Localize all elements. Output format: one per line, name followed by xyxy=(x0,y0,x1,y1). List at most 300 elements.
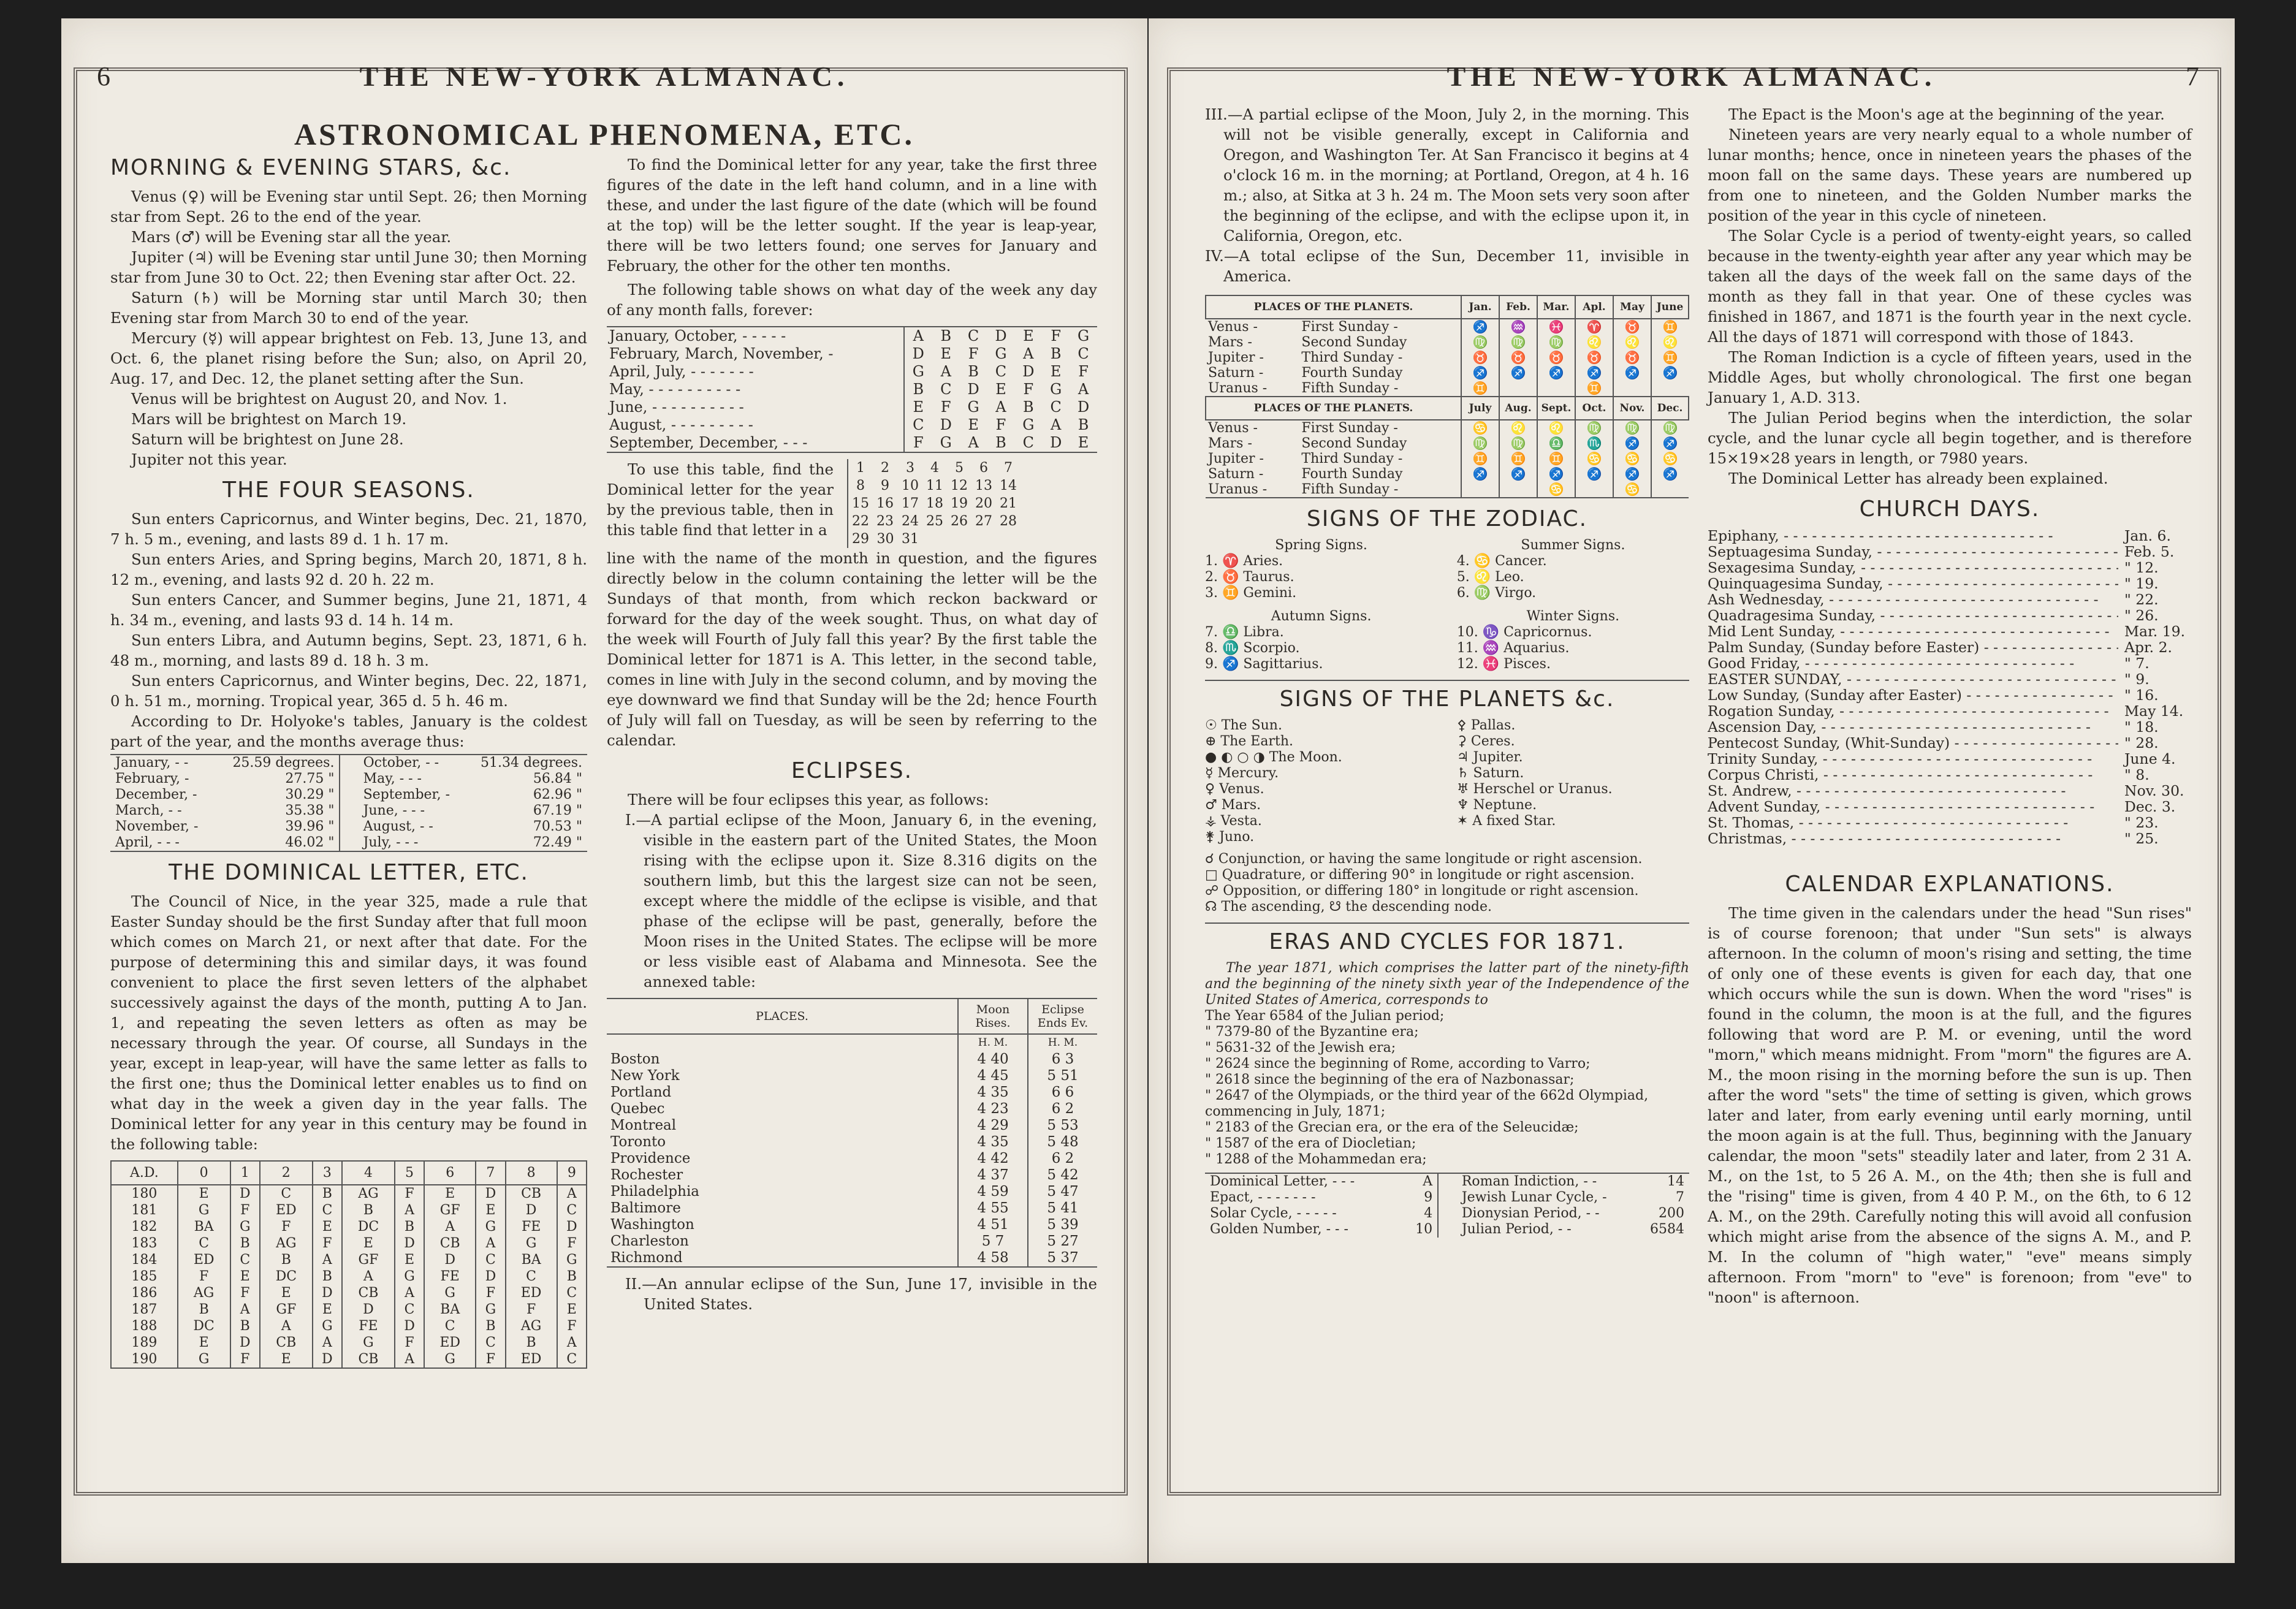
table-cell: 4 35 xyxy=(958,1084,1028,1101)
sign-cell: ♍ xyxy=(1461,436,1499,451)
church-day-name: Advent Sunday, - - - xyxy=(1708,799,2118,815)
main-title: ASTRONOMICAL PHENOMENA, ETC. xyxy=(294,117,915,151)
letter-cell: D xyxy=(912,345,924,362)
church-day-name: Corpus Christi, - - - xyxy=(1708,767,2118,783)
seasons-paragraphs xyxy=(110,509,587,751)
cycle-row-label: Roman Indiction, - - xyxy=(1461,1174,1597,1189)
temps-left xyxy=(110,755,340,851)
cycle-row-value: 6584 xyxy=(1650,1222,1684,1237)
planet-signs-left xyxy=(1205,718,1437,845)
sign-cell: ♎ xyxy=(1537,436,1575,451)
letter-cell: G xyxy=(967,398,979,416)
letter-cell: A xyxy=(1023,345,1034,362)
table-cell: A xyxy=(260,1318,313,1334)
table-cell: C xyxy=(178,1235,230,1252)
table-cell: E xyxy=(313,1219,342,1235)
table-row xyxy=(607,1051,1097,1068)
table-cell: C xyxy=(260,1185,313,1202)
church-day-row xyxy=(1708,607,2192,623)
table-cell: CB xyxy=(424,1235,476,1252)
eclipse-ends-header: Eclipse Ends Ev. xyxy=(1028,998,1097,1034)
day-cell xyxy=(996,530,1021,548)
sign-cell: ♍ xyxy=(1613,420,1651,436)
sign-cell: ♊ xyxy=(1461,381,1499,396)
table-cell: C xyxy=(557,1202,587,1219)
table-row xyxy=(848,512,1021,530)
cycle-row-label: Solar Cycle, - - - - - xyxy=(1210,1206,1337,1221)
temp-row-label: March, - - xyxy=(115,803,182,818)
cycle-row xyxy=(1205,1174,1437,1190)
temp-row-value: 35.38 " xyxy=(285,803,335,818)
planet-sign: ♅ Herschel or Uranus. xyxy=(1456,782,1613,797)
epact-paragraph: The Julian Period begins when the interdiction, the solar cycle, and the lunar cycle all begin together, and is therefore 15×19×28 years in length, or 7980 years. xyxy=(1708,409,2192,467)
temp-row-label: February, - xyxy=(115,771,189,786)
table-row xyxy=(1206,451,1689,466)
table-cell: C xyxy=(557,1351,587,1368)
cycle-row-value: A xyxy=(1423,1174,1433,1189)
church-day-date: " 25. xyxy=(2124,830,2159,847)
zodiac-sign: 5. ♌ Leo. xyxy=(1456,569,1524,585)
table-cell: FE xyxy=(342,1318,395,1334)
table-cell: A xyxy=(313,1252,342,1268)
table-cell: F xyxy=(557,1318,587,1334)
temp-row xyxy=(359,803,587,819)
day-cell xyxy=(947,530,971,548)
eclipse-iii: III.—A partial eclipse of the Moon, July 2, in the morning. This will not be visible generally, except in California and Oregon, and Washington Ter. At San Francisco it begins at 4 o'clock 16 m. in the morning; at Portland, Oregon, at 4 h. 16 m.; also, at Sitka at 3 h. 24 m. The Moon sets very soon after the beginning of the eclipse, and with the eclipse upon it, in California, Oregon, etc. xyxy=(1205,105,1689,245)
zodiac-heading: SIGNS OF THE ZODIAC. xyxy=(1306,506,1588,531)
table-cell: 181 xyxy=(111,1202,178,1219)
table-row xyxy=(111,1285,587,1301)
week-paragraph: The following table shows on what day of the week any day of any month falls, forever: xyxy=(607,281,1097,319)
stars-paragraph: Mars will be brightest on March 19. xyxy=(131,410,407,428)
temp-row-value: 30.29 " xyxy=(285,787,335,802)
sign-cell: ♉ xyxy=(1613,319,1651,335)
table-cell: G xyxy=(178,1351,230,1368)
header-title: THE NEW-YORK ALMANAC. xyxy=(359,61,850,92)
month-header: Feb. xyxy=(1499,295,1537,319)
table-row xyxy=(607,1134,1097,1151)
table-cell: Richmond xyxy=(610,1250,683,1266)
table-cell: G xyxy=(557,1252,587,1268)
zodiac-sign: 12. ♓ Pisces. xyxy=(1456,656,1551,672)
table-cell: C xyxy=(476,1334,505,1351)
table-header-row xyxy=(111,1161,587,1185)
eclipse-i: I.—A partial eclipse of the Moon, January 6, in the evening, visible in the eastern part of the United States, the Moon rising with the eclipse upon it. Size 8.316 digits on the southern limb, but this the largest size can not be seen, except where the middle of the eclipse is visible, and that phase of the eclipse will be past, generally, before the Moon rises in the United States. The eclipse will be more or less visible east of Alabama and Minnesota. See the annexed table: xyxy=(625,811,1097,991)
letter-cell: A xyxy=(1078,381,1089,398)
planet-sign: ♀ Venus. xyxy=(1205,782,1264,797)
table-row xyxy=(607,416,1097,434)
table-cell: 186 xyxy=(111,1285,178,1301)
day-cell: 5 xyxy=(955,460,964,476)
zodiac-sign: 4. ♋ Cancer. xyxy=(1456,553,1547,569)
table-row xyxy=(607,1250,1097,1267)
era-line: The Year 6584 of the Julian period; xyxy=(1205,1008,1445,1024)
letter-cell: C xyxy=(913,416,924,433)
table-cell: 4 40 xyxy=(958,1051,1028,1068)
table-cell: DC xyxy=(342,1219,395,1235)
letter-cell: G xyxy=(1022,416,1035,433)
aspect-item: ☊ The ascending, ☋ the descending node. xyxy=(1205,899,1492,915)
month-names: May, - - - - - - - - - - xyxy=(607,381,904,398)
month-names: August, - - - - - - - - - xyxy=(607,416,904,434)
table-cell: B xyxy=(506,1334,557,1351)
table-row xyxy=(1206,482,1689,498)
epact-paragraph: The Roman Indiction is a cycle of fifteen years, used in the Middle Ages, but wholly chronological. The first one began January 1, A.D. 313. xyxy=(1708,348,2192,406)
planet-sign: ⚴ Pallas. xyxy=(1456,718,1516,733)
planet-sign: ♂ Mars. xyxy=(1205,797,1261,813)
day-cell: 1 xyxy=(856,460,865,476)
church-day-date: Nov. 30. xyxy=(2124,782,2184,799)
table-cell: B xyxy=(230,1318,260,1334)
places-header: PLACES. xyxy=(607,998,958,1034)
right-column xyxy=(1708,104,2192,1307)
table-row xyxy=(848,459,1021,477)
summer-signs-label: Summer Signs. xyxy=(1521,538,1625,553)
sign-cell: ♍ xyxy=(1651,420,1689,436)
era-line: " 2624 since the beginning of Rome, according to Varro; xyxy=(1205,1056,1591,1071)
planet-sign: ⊕ The Earth. xyxy=(1205,734,1293,749)
table-cell: C xyxy=(395,1301,424,1318)
planet-sign: ☉ The Sun. xyxy=(1205,718,1282,733)
sign-cell: ♐ xyxy=(1499,466,1537,482)
table-cell: Charleston xyxy=(610,1233,689,1249)
table-cell: G xyxy=(178,1202,230,1219)
letter-cell: F xyxy=(1051,327,1062,344)
table-cell: D xyxy=(476,1268,505,1285)
left-column xyxy=(110,154,587,1369)
table-cell: F xyxy=(313,1235,342,1252)
month-header: Mar. xyxy=(1537,295,1575,319)
temp-row xyxy=(359,755,587,771)
table-cell: A xyxy=(557,1185,587,1202)
letter-cell: F xyxy=(995,416,1006,433)
table-cell: ED xyxy=(506,1351,557,1368)
eras-heading: ERAS AND CYCLES FOR 1871. xyxy=(1205,922,1689,956)
church-day-name: Low Sunday, (Sunday after Easter) - - - xyxy=(1708,687,2118,703)
zodiac-sign: 1. ♈ Aries. xyxy=(1205,553,1283,569)
table-cell: 5 39 xyxy=(1028,1217,1097,1233)
table-cell: 187 xyxy=(111,1301,178,1318)
letter-cell: G xyxy=(1077,327,1090,344)
epact-paragraphs xyxy=(1708,104,2192,489)
day-cell: 6 xyxy=(979,460,988,476)
cycle-row xyxy=(1205,1222,1437,1238)
sign-cell: ♐ xyxy=(1613,365,1651,381)
cycle-row xyxy=(1457,1222,1689,1238)
church-day-name: Trinity Sunday, - - - xyxy=(1708,751,2118,767)
day-cell: 18 xyxy=(926,496,943,511)
seasons-paragraph: Sun enters Cancer, and Summer begins, June 21, 1871, 4 h. 34 m., evening, and lasts 93 d. 14 h. 14 m. xyxy=(110,591,587,629)
letter-cell: C xyxy=(1050,398,1062,416)
sign-cell: ♋ xyxy=(1613,451,1651,466)
epact-paragraph: The Solar Cycle is a period of twenty-eight years, so called because in the twenty-eighth year after any year which may be taken all the days of the week fall on the same days of the month as they fall in that year. One of these cycles was finished in 1867, and 1871 is the fourth year in the next cycle. All the days of 1871 will correspond with those of 1843. xyxy=(1708,227,2192,346)
spring-signs-label: Spring Signs. xyxy=(1275,538,1367,553)
sign-cell: ♍ xyxy=(1461,335,1499,350)
church-day-name: Quadragesima Sunday, - - - xyxy=(1708,607,2118,623)
temp-row-label: October, - - xyxy=(363,755,439,770)
letter-cell: D xyxy=(940,416,952,433)
letter-cell: E xyxy=(1078,434,1089,451)
church-day-name: Sexagesima Sunday, - - - xyxy=(1708,560,2118,576)
table-cell: GF xyxy=(260,1301,313,1318)
day-cell: 20 xyxy=(975,496,992,511)
letter-cell: C xyxy=(995,363,1007,380)
letter-cell: D xyxy=(1050,434,1062,451)
planet-cell: First Sunday - xyxy=(1301,319,1398,335)
planet-sign: ⚶ Vesta. xyxy=(1205,813,1262,829)
sign-cell: ♐ xyxy=(1651,466,1689,482)
church-day-date: Feb. 5. xyxy=(2124,543,2175,560)
table-cell: D xyxy=(506,1202,557,1219)
sign-cell: ♐ xyxy=(1537,466,1575,482)
day-cell: 29 xyxy=(852,531,869,547)
sign-cell: ♐ xyxy=(1537,365,1575,381)
planet-cell: Uranus - xyxy=(1208,381,1268,396)
month-header: Dec. xyxy=(1651,397,1689,420)
sign-cell xyxy=(1651,482,1689,498)
table-cell: D xyxy=(342,1301,395,1318)
table-cell: AG xyxy=(260,1235,313,1252)
planet-cell: Second Sunday xyxy=(1301,335,1407,350)
letter-cell: G xyxy=(940,434,952,451)
table-cell: 4 42 xyxy=(958,1151,1028,1167)
table-cell: AG xyxy=(342,1185,395,1202)
table-cell: ED xyxy=(260,1202,313,1219)
church-day-row xyxy=(1708,703,2192,719)
church-day-date: " 8. xyxy=(2124,766,2150,783)
table-cell: 4 29 xyxy=(958,1117,1028,1134)
table-row xyxy=(607,345,1097,363)
planet-cell: Venus - xyxy=(1208,420,1258,436)
table-cell: 5 48 xyxy=(1028,1134,1097,1151)
letter-cell: A xyxy=(1051,416,1062,433)
table-cell: F xyxy=(260,1219,313,1235)
month-header: Aug. xyxy=(1499,397,1537,420)
church-day-name: Pentecost Sunday, (Whit-Sunday) - - - xyxy=(1708,735,2118,751)
day-cell: 16 xyxy=(876,496,894,511)
era-line: " 1288 of the Mohammedan era; xyxy=(1205,1152,1427,1167)
table-row xyxy=(1206,365,1689,381)
right-page xyxy=(1149,18,2235,1563)
zodiac-sign: 6. ♍ Virgo. xyxy=(1456,585,1537,601)
day-cell: 26 xyxy=(951,514,968,529)
aspects-list xyxy=(1205,851,1689,915)
sign-cell: ♌ xyxy=(1499,420,1537,436)
spring-signs xyxy=(1205,553,1437,601)
table-cell: E xyxy=(476,1202,505,1219)
dominical-paragraph: The Council of Nice, in the year 325, made a rule that Easter Sunday should be the first Sunday after that full moon which comes on March 21, or next after that date. For the purpose of determining this and similar days, it was found convenient to place the first seven letters of the alphabet successively against the days of the month, putting A to Jan. 1, and repeating the seven letters as often as may be necessary through the year. Of course, all Sundays in the year, except in leap-year, will have the same letter as falls to the first one; thus the Dominical letter enables us to find on what day in the week a given day in the year falls. The Dominical letter for any year in this century may be found in the following table: xyxy=(110,892,587,1153)
sign-cell xyxy=(1499,482,1537,498)
table-cell: GF xyxy=(424,1202,476,1219)
cycle-row-label: Epact, - - - - - - - xyxy=(1210,1190,1316,1205)
table-cell: E xyxy=(260,1285,313,1301)
letter-cell: A xyxy=(968,434,979,451)
temp-row xyxy=(110,787,339,803)
temp-row xyxy=(110,771,339,787)
table-cell: D xyxy=(476,1185,505,1202)
sign-cell xyxy=(1575,482,1613,498)
church-days-list xyxy=(1708,528,2192,846)
temp-row xyxy=(110,819,339,835)
column-header: 3 xyxy=(313,1161,342,1185)
table-cell: ED xyxy=(178,1252,230,1268)
day-cell: 28 xyxy=(1000,514,1017,529)
cycle-row xyxy=(1457,1206,1689,1222)
church-day-date: " 9. xyxy=(2124,671,2150,688)
table-cell: D xyxy=(313,1285,342,1301)
column-header: 7 xyxy=(476,1161,505,1185)
table-row xyxy=(111,1318,587,1334)
day-cell xyxy=(971,530,996,548)
table-cell: DC xyxy=(260,1268,313,1285)
eclipses-intro: There will be four eclipses this year, as follows: xyxy=(628,791,989,808)
zodiac-sign: 7. ♎ Libra. xyxy=(1205,625,1284,640)
sign-cell xyxy=(1613,381,1651,396)
table-cell: A xyxy=(395,1285,424,1301)
column-header: 6 xyxy=(424,1161,476,1185)
table-cell: F xyxy=(395,1334,424,1351)
zodiac-sign: 9. ♐ Sagittarius. xyxy=(1205,656,1323,672)
planets-table-jan-june xyxy=(1205,295,1689,396)
table-row xyxy=(607,1184,1097,1200)
month-header: July xyxy=(1461,397,1499,420)
temp-row-value: 51.34 degrees. xyxy=(481,755,582,770)
letter-cell: E xyxy=(995,381,1006,398)
letter-cell: D xyxy=(967,381,979,398)
stars-paragraphs xyxy=(110,186,587,470)
planet-cell: Third Sunday - xyxy=(1301,451,1403,466)
month-header: June xyxy=(1651,295,1689,319)
table-cell: 4 58 xyxy=(958,1250,1028,1267)
table-cell: G xyxy=(230,1219,260,1235)
day-cell: 3 xyxy=(906,460,914,476)
church-day-row xyxy=(1708,528,2192,544)
sign-cell: ♉ xyxy=(1461,350,1499,365)
table-cell: FE xyxy=(506,1219,557,1235)
table-cell: D xyxy=(395,1318,424,1334)
table-cell: F xyxy=(230,1285,260,1301)
temp-row-label: July, - - - xyxy=(363,835,419,850)
planet-signs xyxy=(1205,718,1689,845)
table-cell: C xyxy=(557,1285,587,1301)
temp-row xyxy=(110,803,339,819)
letter-cell: A xyxy=(995,398,1006,416)
sign-cell: ♊ xyxy=(1461,451,1499,466)
table-cell: D xyxy=(395,1235,424,1252)
table-cell: BA xyxy=(424,1301,476,1318)
church-day-name: Septuagesima Sunday, - - - xyxy=(1708,544,2118,560)
day-cell xyxy=(922,530,947,548)
sign-cell xyxy=(1461,482,1499,498)
table-cell: E xyxy=(557,1301,587,1318)
day-cell: 24 xyxy=(902,514,919,529)
church-day-row xyxy=(1708,560,2192,576)
letter-cell: B xyxy=(1050,345,1062,362)
planet-cell: Saturn - xyxy=(1208,466,1264,482)
planet-cell: Third Sunday - xyxy=(1301,350,1403,365)
units-cell: H. M. xyxy=(1028,1034,1097,1051)
day-cell: 23 xyxy=(876,514,894,529)
winter-signs xyxy=(1457,625,1689,672)
table-cell: CB xyxy=(506,1185,557,1202)
letter-cell: F xyxy=(940,398,951,416)
church-day-name: Rogation Sunday, - - - xyxy=(1708,703,2118,719)
table-cell: 5 41 xyxy=(1028,1200,1097,1217)
church-day-row xyxy=(1708,623,2192,639)
sign-cell: ♌ xyxy=(1575,335,1613,350)
cycle-row-value: 200 xyxy=(1659,1206,1684,1221)
day-cell: 14 xyxy=(1000,478,1017,493)
table-cell: 182 xyxy=(111,1219,178,1235)
church-day-date: Mar. 19. xyxy=(2124,623,2186,640)
cycles-left xyxy=(1205,1174,1439,1238)
table-cell: F xyxy=(230,1351,260,1368)
table-row xyxy=(1206,350,1689,365)
day-cell: 19 xyxy=(951,496,968,511)
planet-cell: Saturn - xyxy=(1208,365,1264,381)
table-cell: E xyxy=(342,1235,395,1252)
church-heading: CHURCH DAYS. xyxy=(1859,496,2040,522)
left-page xyxy=(61,18,1147,1563)
letter-cell: D xyxy=(995,327,1007,344)
planet-cell: Fifth Sunday - xyxy=(1301,482,1399,497)
church-day-name: Ascension Day, - - - xyxy=(1708,719,2118,735)
month-names: January, October, - - - - - xyxy=(607,327,904,345)
eclipse-places-table xyxy=(607,998,1097,1268)
header-title: THE NEW-YORK ALMANAC. xyxy=(1446,61,1937,92)
use-table-block xyxy=(607,459,1097,548)
right-column xyxy=(607,154,1097,1314)
calendar-paragraph: The time given in the calendars under the head "Sun rises" is of course forenoon; that under "Sun sets" is always afternoon. In the column of moon's rising and setting, the time of only one of these events is given for each day, that one which occurs while the sun is down. When the word "rises" is found in the column, the moon is at the full, and the figures following that word are P. M. or evening, until the word "morn," which means midnight. From "morn" the figures are A. M., the moon rising in the morning before the sun is up. Then after the word "sets" the time of setting is given, which grows later and later, from early evening until early morning, until the moon again is at the full. Thus, beginning with the January calendar, the moon "sets" steadily later and later, from 2 31 A. M., on the 1st, to 5 26 A. M., on the 4th; then she is full and the "rising" time is given, from 4 40 P. M., on the 6th, to 6 12 A. M., on the 29th. Carefully noting this will avoid all confusion which might arise from the absence of the signs A. M., and P. M. In the column of "high water," "eve" means simply afternoon. From "morn" to "eve" is forenoon; from "eve" to "noon" is afternoon. xyxy=(1708,904,2192,1306)
moon-rises-header: Moon Rises. xyxy=(958,998,1028,1034)
table-cell: 6 3 xyxy=(1028,1051,1097,1068)
church-day-date: " 7. xyxy=(2124,655,2150,672)
epact-paragraph: The Epact is the Moon's age at the beginning of the year. xyxy=(1728,105,2165,123)
table-cell: 4 35 xyxy=(958,1134,1028,1151)
planet-cell: First Sunday - xyxy=(1301,420,1398,436)
table-cell: F xyxy=(230,1202,260,1219)
sign-cell: ♌ xyxy=(1537,420,1575,436)
planet-sign: ♃ Jupiter. xyxy=(1456,750,1523,765)
church-day-name: Christmas, - - - xyxy=(1708,831,2118,846)
table-cell: 6 6 xyxy=(1028,1084,1097,1101)
letter-cell: F xyxy=(1078,363,1089,380)
zodiac-sign: 2. ♉ Taurus. xyxy=(1205,569,1294,585)
sign-cell: ♍ xyxy=(1575,420,1613,436)
table-row xyxy=(111,1334,587,1351)
table-header-row xyxy=(1206,397,1689,420)
church-day-name: Epiphany, - - - xyxy=(1708,528,2118,544)
letter-cell: C xyxy=(1078,345,1089,362)
table-cell: B xyxy=(557,1268,587,1285)
units-row xyxy=(607,1034,1097,1051)
epact-paragraph: Nineteen years are very nearly equal to a whole number of lunar months; hence, once in nineteen years the phases of the moon fall on the same days. These years are numbered up from one to nineteen, and the Golden Number marks the position of the year in this cycle of nineteen. xyxy=(1708,126,2192,224)
table-cell: Rochester xyxy=(610,1167,683,1183)
table-cell: Montreal xyxy=(610,1117,677,1133)
sign-cell: ♒ xyxy=(1499,319,1537,335)
table-cell: Portland xyxy=(610,1084,672,1100)
era-line: " 1587 of the era of Diocletian; xyxy=(1205,1136,1416,1151)
cycle-row-value: 9 xyxy=(1424,1190,1433,1205)
table-cell: New York xyxy=(610,1068,680,1084)
table-cell: 5 37 xyxy=(1028,1250,1097,1267)
table-cell: 6 2 xyxy=(1028,1151,1097,1167)
autumn-signs xyxy=(1205,625,1437,672)
table-row xyxy=(607,1167,1097,1184)
day-cell: 25 xyxy=(926,514,943,529)
church-day-date: " 26. xyxy=(2124,607,2159,624)
church-day-date: " 22. xyxy=(2124,591,2159,608)
